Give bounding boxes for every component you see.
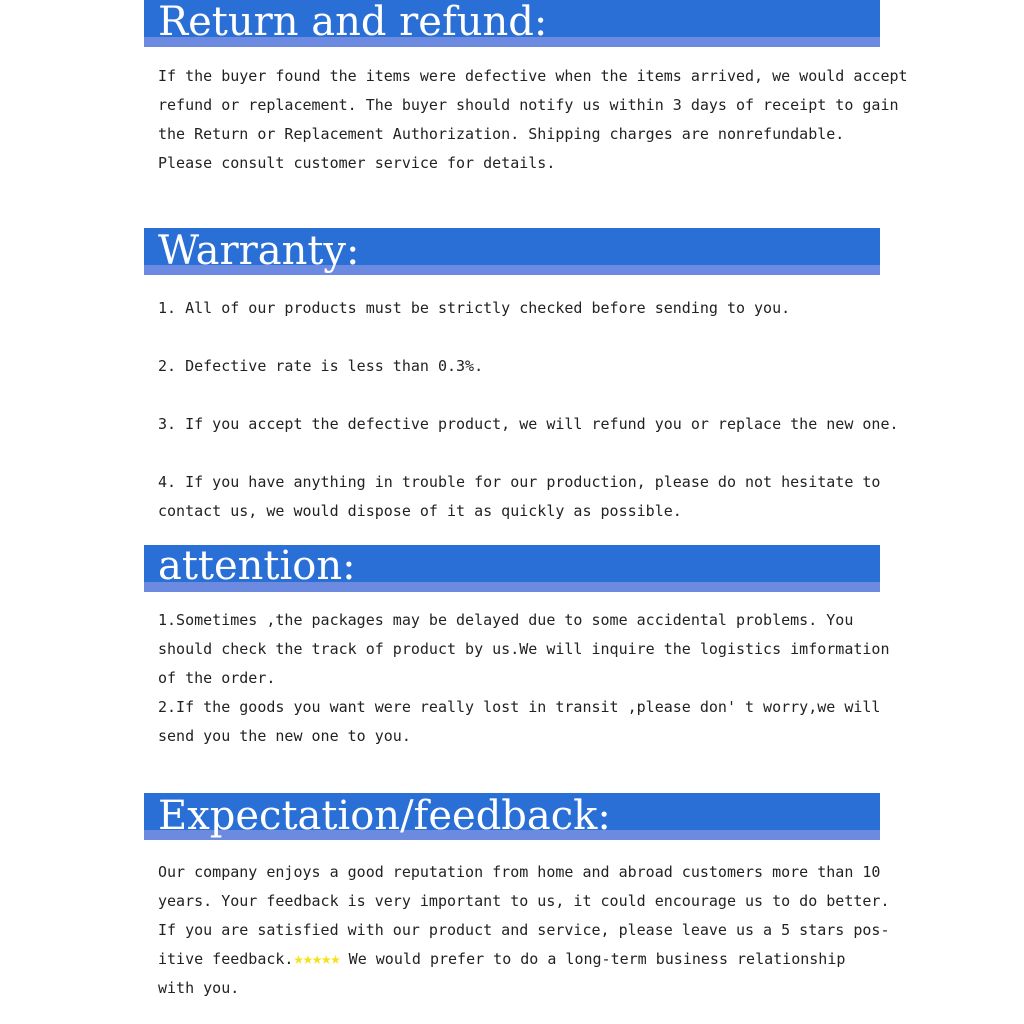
- text-line: refund or replacement. The buyer should notify us within 3 days of receipt to gain: [158, 96, 899, 114]
- warranty-list: [158, 294, 898, 526]
- text-line: with you.: [158, 979, 240, 997]
- text-line: Please consult customer service for details.: [158, 154, 556, 172]
- text-line: should check the track of product by us.We will inquire the logistics imformation: [158, 640, 890, 658]
- return-refund-title: Return and refund:: [158, 0, 548, 45]
- warranty-title: Warranty:: [158, 228, 360, 274]
- text-line: send you the new one to you.: [158, 727, 411, 745]
- warranty-item-4: 4. If you have anything in trouble for our production, please do not hesitate to: [158, 473, 881, 491]
- text-line: of the order.: [158, 669, 276, 687]
- text-line: Our company enjoys a good reputation from home and abroad customers more than 10: [158, 863, 881, 881]
- warranty-item-3: 3. If you accept the defective product, we will refund you or replace the new one.: [158, 415, 899, 433]
- text-line: the Return or Replacement Authorization. Shipping charges are nonrefundable.: [158, 125, 845, 143]
- text-line: 2.If the goods you want were really lost in transit ,please don' t worry,we will: [158, 698, 881, 716]
- return-refund-text: [158, 62, 908, 178]
- warranty-item-2: 2. Defective rate is less than 0.3%.: [158, 357, 484, 375]
- warranty-item-4-cont: contact us, we would dispose of it as quickly as possible.: [158, 502, 682, 520]
- feedback-title: Expectation/feedback:: [158, 793, 611, 839]
- text-line-part: We would prefer to do a long-term business relationship: [339, 950, 846, 968]
- text-line-part: itive feedback.: [158, 950, 294, 968]
- text-line: If the buyer found the items were defective when the items arrived, we would accept: [158, 67, 908, 85]
- text-line: 1.Sometimes ,the packages may be delayed due to some accidental problems. You: [158, 611, 854, 629]
- text-line: years. Your feedback is very important to us, it could encourage us to do better.: [158, 892, 890, 910]
- attention-title: attention:: [158, 543, 356, 589]
- text-line: [158, 945, 898, 974]
- attention-text: [158, 606, 898, 751]
- warranty-item-1: 1. All of our products must be strictly checked before sending to you.: [158, 299, 791, 317]
- five-stars-icon: ★★★★★: [293, 949, 340, 969]
- text-line: If you are satisfied with our product and service, please leave us a 5 stars pos-: [158, 921, 890, 939]
- feedback-text: [158, 858, 898, 1003]
